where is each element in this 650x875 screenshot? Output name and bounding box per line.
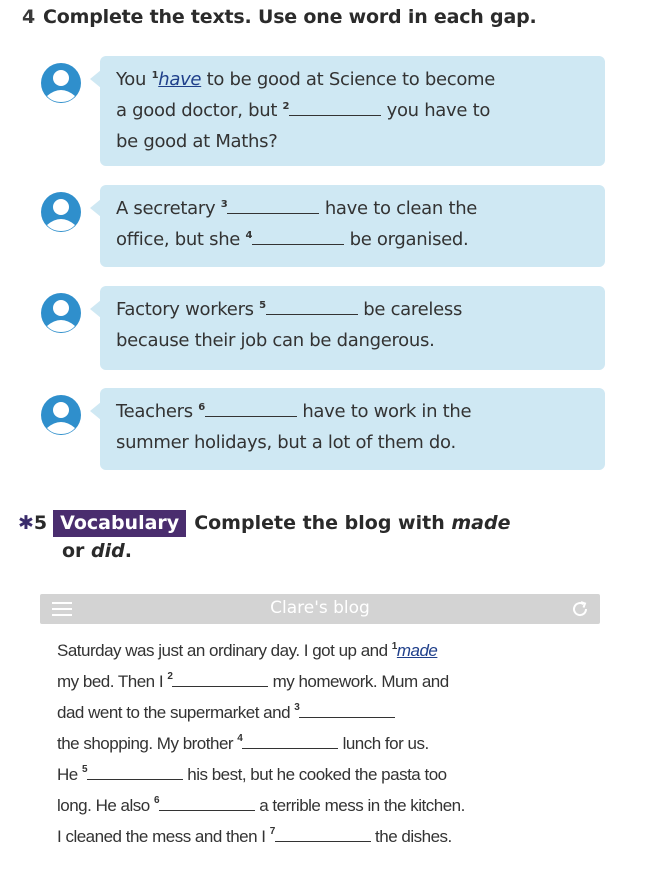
exercise-5-heading bbox=[18, 508, 618, 538]
exercise-number: 4 bbox=[22, 6, 36, 28]
gap-number: 4 bbox=[237, 733, 243, 744]
text: my bed. Then I bbox=[57, 672, 168, 691]
text: Saturday was just an ordinary day. I got up and bbox=[57, 641, 392, 660]
person-avatar-icon bbox=[40, 394, 82, 436]
text: long. He also bbox=[57, 796, 154, 815]
text: a good doctor, but bbox=[116, 100, 283, 121]
text: or bbox=[62, 540, 92, 562]
gap-number: 6 bbox=[153, 795, 160, 806]
text: dad went to the supermarket and bbox=[57, 703, 295, 722]
refresh-icon[interactable] bbox=[570, 599, 590, 619]
answer-blank[interactable] bbox=[275, 821, 371, 842]
blog-title-bar bbox=[40, 594, 600, 624]
text: be good at Maths? bbox=[116, 131, 278, 152]
answer-blank[interactable] bbox=[205, 396, 297, 417]
text: my homework. Mum and bbox=[268, 672, 449, 691]
exercise-instruction: Complete the blog with bbox=[194, 512, 452, 534]
speech-row-3 bbox=[40, 286, 605, 370]
star-icon: ✱ bbox=[18, 512, 34, 534]
gap-number: 2 bbox=[167, 671, 173, 682]
exercise-4-heading bbox=[22, 6, 536, 28]
answer-blank[interactable] bbox=[242, 728, 338, 749]
gap-number: 4 bbox=[245, 230, 253, 241]
text: to be good at Science to become bbox=[201, 69, 496, 90]
answer-blank[interactable] bbox=[252, 224, 344, 245]
gap-number: 7 bbox=[269, 826, 275, 837]
person-avatar-icon bbox=[40, 62, 82, 104]
exercise-5-heading-line2 bbox=[62, 540, 132, 562]
text: the shopping. My brother bbox=[57, 734, 238, 753]
gap-number: 3 bbox=[220, 199, 228, 210]
gap-number: 2 bbox=[282, 101, 290, 112]
exercise-number: 5 bbox=[33, 512, 48, 534]
speech-bubble-2 bbox=[100, 185, 605, 267]
word-made: made bbox=[451, 512, 511, 534]
text: the dishes. bbox=[370, 827, 452, 846]
text: you have to bbox=[381, 100, 491, 121]
text: have to clean the bbox=[319, 198, 478, 219]
text: He bbox=[57, 765, 82, 784]
gap-number: 1 bbox=[151, 70, 159, 81]
text: office, but she bbox=[116, 229, 246, 250]
text: because their job can be dangerous. bbox=[116, 330, 435, 351]
example-answer: made bbox=[396, 641, 438, 660]
answer-blank[interactable] bbox=[172, 666, 268, 687]
exercise-instruction: Complete the texts. Use one word in each gap. bbox=[43, 6, 537, 28]
answer-blank[interactable] bbox=[227, 193, 319, 214]
word-did: did bbox=[91, 540, 125, 562]
text: have to work in the bbox=[296, 401, 472, 422]
text: summer holidays, but a lot of them do. bbox=[116, 432, 456, 453]
text: his best, but he cooked the pasta too bbox=[183, 765, 447, 784]
example-answer: have bbox=[158, 69, 202, 90]
text: be careless bbox=[357, 299, 463, 320]
speech-row-2 bbox=[40, 185, 605, 267]
answer-blank[interactable] bbox=[266, 294, 358, 315]
text: Factory workers bbox=[116, 299, 260, 320]
gap-number: 6 bbox=[198, 402, 205, 413]
speech-bubble-3 bbox=[100, 286, 605, 370]
answer-blank[interactable] bbox=[159, 790, 255, 811]
text: lunch for us. bbox=[338, 734, 429, 753]
answer-blank[interactable] bbox=[299, 697, 395, 718]
gap-number: 5 bbox=[81, 764, 88, 775]
speech-bubble-4 bbox=[100, 388, 605, 470]
text: You bbox=[116, 69, 152, 90]
gap-number: 5 bbox=[259, 300, 266, 311]
speech-row-1 bbox=[40, 56, 605, 166]
text: I cleaned the mess and then I bbox=[57, 827, 270, 846]
person-avatar-icon bbox=[40, 292, 82, 334]
person-avatar-icon bbox=[40, 191, 82, 233]
gap-number: 1 bbox=[391, 641, 397, 652]
vocabulary-tag: Vocabulary bbox=[53, 510, 186, 537]
text: A secretary bbox=[116, 198, 221, 219]
answer-blank[interactable] bbox=[87, 759, 183, 780]
text: be organised. bbox=[344, 229, 469, 250]
blog-title: Clare's blog bbox=[270, 598, 370, 618]
text: . bbox=[124, 540, 132, 562]
speech-bubble-1 bbox=[100, 56, 605, 166]
text: Teachers bbox=[116, 401, 199, 422]
answer-blank[interactable] bbox=[289, 95, 381, 116]
speech-row-4 bbox=[40, 388, 605, 470]
gap-number: 3 bbox=[294, 702, 300, 713]
text: a terrible mess in the kitchen. bbox=[255, 796, 465, 815]
blog-body bbox=[57, 636, 617, 852]
